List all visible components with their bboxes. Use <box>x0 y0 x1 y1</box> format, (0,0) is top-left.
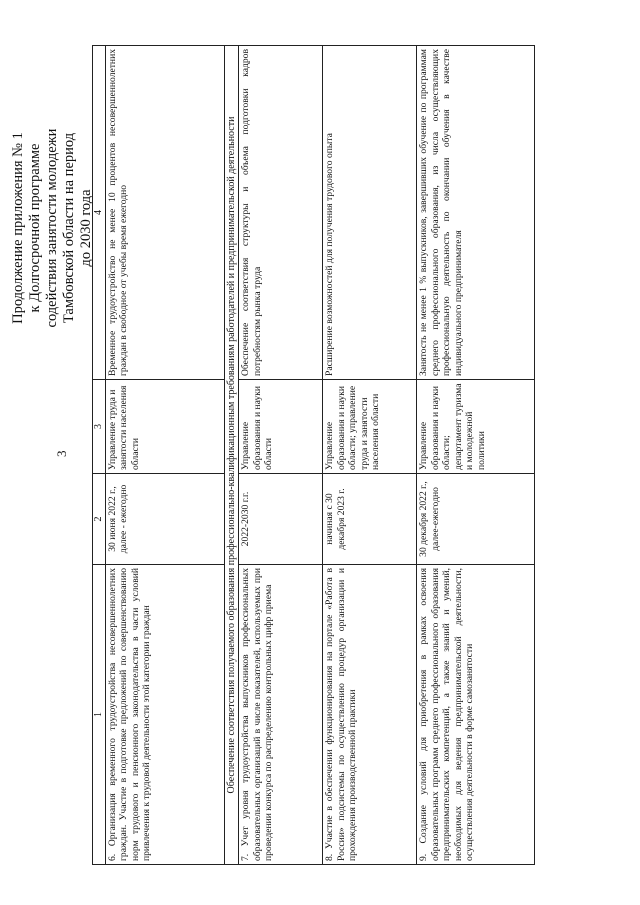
result-cell: Временное трудоустройство не менее 10 процентов несовершеннолетних граждан в свободное от учебы время ежегодно <box>105 46 224 380</box>
measure-cell: 9. Создание условий для приобретения в рамках освоения образовательных программ среднего профессионального образования предпринимательских компетенций, а также знаний и умений, необходимых для ведения предпринимательской деятельности, осуществления деятельности в форме самозанятости <box>417 565 535 865</box>
column-header: 4 <box>93 46 106 380</box>
deadline-cell: 30 декабря 2022 г., далее-ежегодно <box>417 474 535 565</box>
measure-cell: 6. Организация временного трудоустройства несовершеннолетних граждан. Участие в подготовке предложений по совершенствованию норм трудового и пенсионного законодательства в части условий привлечения к трудовой деятельности этой категории граждан <box>105 565 224 865</box>
deadline-cell: 2022-2030 г.г. <box>239 474 323 565</box>
heading-line: Продолжение приложения № 1 <box>10 132 26 324</box>
header-row <box>93 46 106 865</box>
page-number: 3 <box>54 450 69 457</box>
result-cell: Обеспечение соответствия структуры и объема подготовки кадров потребностям рынка труда <box>239 46 323 380</box>
deadline-cell: начиная с 30 декабря 2023 г. <box>323 474 417 565</box>
responsible-cell: Управление образования и науки области <box>239 380 323 474</box>
heading-line: содействия занятости молодежи <box>44 128 60 328</box>
heading-line: до 2030 года <box>78 189 94 267</box>
result-cell: Занятость не менее 1 % выпускников, завершивших обучение по программам среднего профессионального образования, из числа осуществляющих профессиональную деятельность по окончании обучения в качестве индивидуального предпринимателя <box>417 46 535 380</box>
measure-cell: 7. Учет уровня трудоустройства выпускников профессиональных образовательных организаций в числе показателей, используемых при проведении конкурса по распределению контрольных цифр приема <box>239 565 323 865</box>
responsible-cell: Управление образования и науки области; департамент туризма и молодежной политики <box>417 380 535 474</box>
section-row <box>224 46 239 865</box>
result-cell: Расширение возможностей для получения трудового опыта <box>323 46 417 380</box>
section-title: Обеспечение соответствия получаемого образования профессионально-квалификационным требованиям работодателей и предпринимательской деятельности <box>224 46 239 865</box>
responsible-cell: Управление образования и науки области; управление труда и занятости населения области <box>323 380 417 474</box>
deadline-cell: 30 июня 2022 г., далее - ежегодно <box>105 474 224 565</box>
table-row <box>105 46 224 865</box>
heading-line: Тамбовской области на период <box>61 132 77 324</box>
heading-line: к Долгосрочной программе <box>27 143 43 313</box>
measure-cell: 8. Участие в обеспечении функционирования на портале «Работа в России» подсистемы по осуществлению процедур организации и прохождения производственной практики <box>323 565 417 865</box>
appendix-heading <box>10 48 95 408</box>
column-header: 2 <box>93 474 106 565</box>
column-header: 1 <box>93 565 106 865</box>
column-header: 3 <box>93 380 106 474</box>
measures-table <box>92 45 535 865</box>
table-row <box>323 46 417 865</box>
responsible-cell: Управление труда и занятости населения области <box>105 380 224 474</box>
table-row <box>239 46 323 865</box>
table-row <box>417 46 535 865</box>
